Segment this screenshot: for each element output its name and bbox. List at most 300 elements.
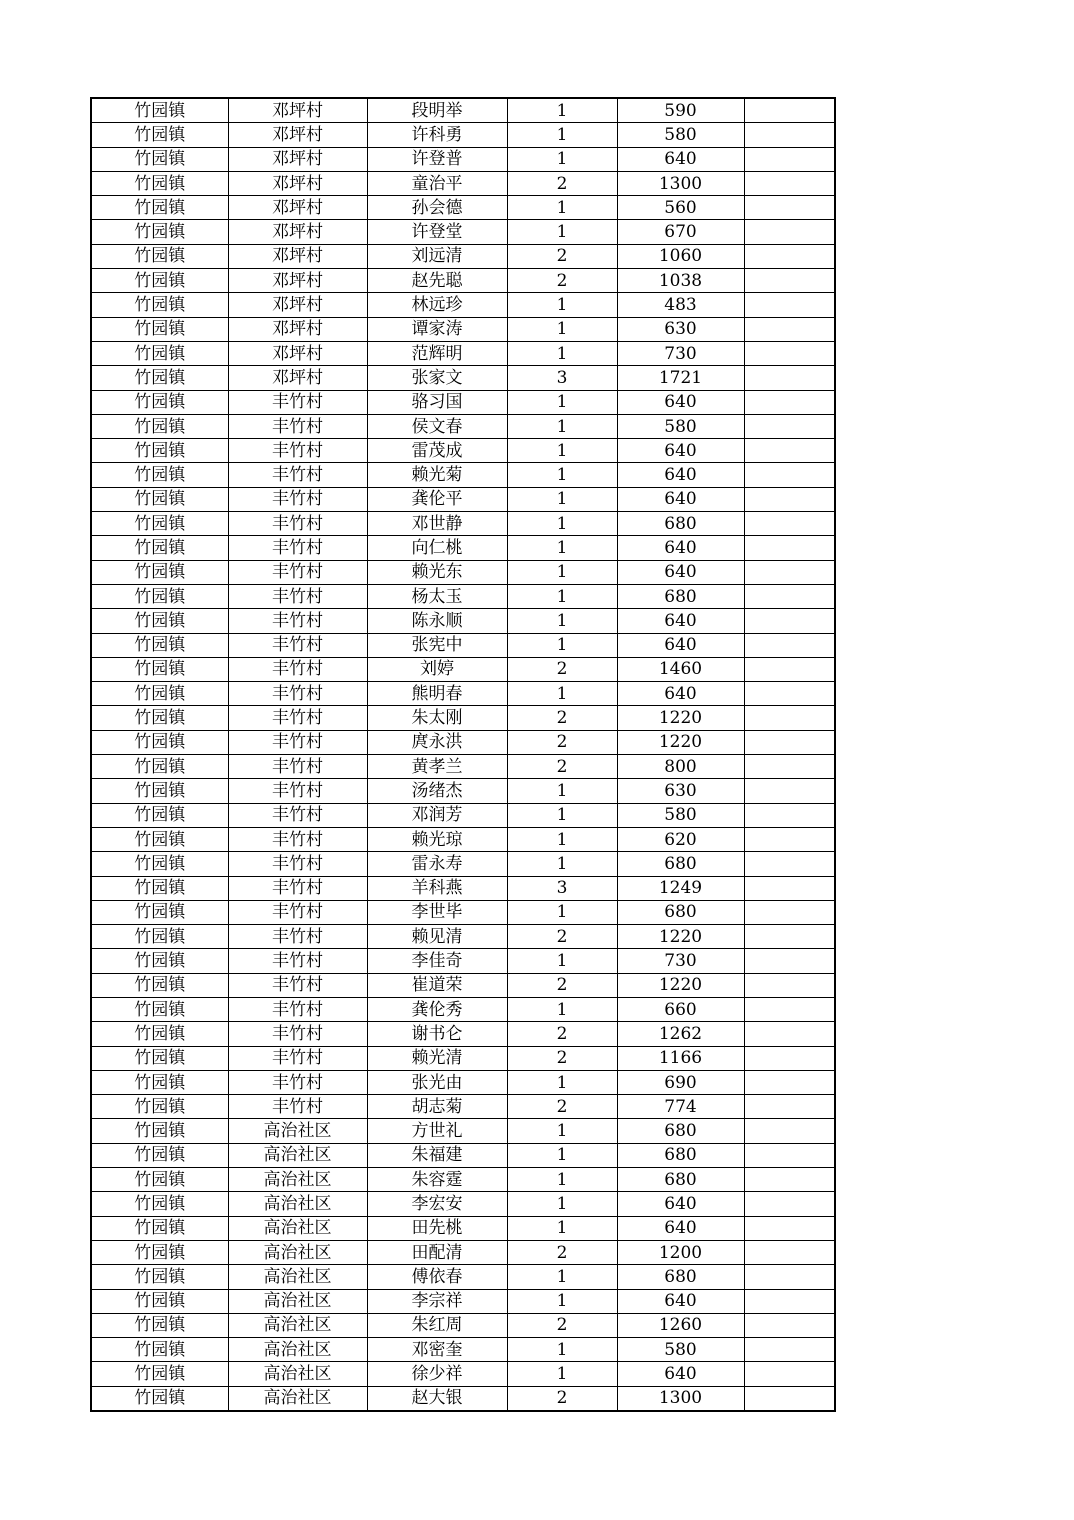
note-cell: [744, 609, 835, 633]
town-cell: 竹园镇: [91, 997, 228, 1021]
count-cell: 1: [507, 463, 617, 487]
count-cell: 1: [507, 1119, 617, 1143]
amount-cell: 1220: [617, 973, 744, 997]
table-row: [91, 487, 835, 511]
note-cell: [744, 1070, 835, 1094]
name-cell: 胡志菊: [367, 1095, 507, 1119]
count-cell: 2: [507, 1313, 617, 1337]
note-cell: [744, 317, 835, 341]
note-cell: [744, 949, 835, 973]
village-cell: 丰竹村: [228, 463, 367, 487]
name-cell: 谭家涛: [367, 317, 507, 341]
count-cell: 2: [507, 657, 617, 681]
note-cell: [744, 852, 835, 876]
town-cell: 竹园镇: [91, 1022, 228, 1046]
town-cell: 竹园镇: [91, 293, 228, 317]
count-cell: 1: [507, 1338, 617, 1362]
table-row: [91, 269, 835, 293]
amount-cell: 560: [617, 196, 744, 220]
table-row: [91, 1022, 835, 1046]
town-cell: 竹园镇: [91, 269, 228, 293]
amount-cell: 660: [617, 997, 744, 1021]
village-cell: 高治社区: [228, 1192, 367, 1216]
table-row: [91, 1265, 835, 1289]
count-cell: 2: [507, 755, 617, 779]
name-cell: 邓密奎: [367, 1338, 507, 1362]
name-cell: 刘远清: [367, 244, 507, 268]
note-cell: [744, 220, 835, 244]
amount-cell: 640: [617, 487, 744, 511]
note-cell: [744, 196, 835, 220]
table-row: [91, 584, 835, 608]
count-cell: 1: [507, 487, 617, 511]
name-cell: 杨太玉: [367, 584, 507, 608]
count-cell: 1: [507, 147, 617, 171]
town-cell: 竹园镇: [91, 463, 228, 487]
name-cell: 刘婷: [367, 657, 507, 681]
town-cell: 竹园镇: [91, 779, 228, 803]
name-cell: 骆习国: [367, 390, 507, 414]
amount-cell: 730: [617, 949, 744, 973]
town-cell: 竹园镇: [91, 98, 228, 123]
count-cell: 1: [507, 1070, 617, 1094]
village-cell: 高治社区: [228, 1362, 367, 1386]
table-row: [91, 244, 835, 268]
table-body: [91, 98, 835, 1411]
name-cell: 羊科燕: [367, 876, 507, 900]
village-cell: 丰竹村: [228, 973, 367, 997]
name-cell: 李宗祥: [367, 1289, 507, 1313]
village-cell: 丰竹村: [228, 414, 367, 438]
table-row: [91, 512, 835, 536]
amount-cell: 670: [617, 220, 744, 244]
village-cell: 高治社区: [228, 1313, 367, 1337]
table-row: [91, 1143, 835, 1167]
note-cell: [744, 536, 835, 560]
town-cell: 竹园镇: [91, 1070, 228, 1094]
table-row: [91, 730, 835, 754]
town-cell: 竹园镇: [91, 1143, 228, 1167]
table-row: [91, 439, 835, 463]
amount-cell: 1166: [617, 1046, 744, 1070]
town-cell: 竹园镇: [91, 536, 228, 560]
table-row: [91, 973, 835, 997]
note-cell: [744, 876, 835, 900]
village-cell: 丰竹村: [228, 706, 367, 730]
village-cell: 高治社区: [228, 1143, 367, 1167]
note-cell: [744, 657, 835, 681]
count-cell: 1: [507, 414, 617, 438]
amount-cell: 1300: [617, 1386, 744, 1411]
note-cell: [744, 147, 835, 171]
name-cell: 朱福建: [367, 1143, 507, 1167]
village-cell: 高治社区: [228, 1240, 367, 1264]
village-cell: 邓坪村: [228, 220, 367, 244]
note-cell: [744, 925, 835, 949]
village-cell: 丰竹村: [228, 512, 367, 536]
name-cell: 赖光清: [367, 1046, 507, 1070]
village-cell: 邓坪村: [228, 123, 367, 147]
village-cell: 丰竹村: [228, 997, 367, 1021]
village-cell: 高治社区: [228, 1216, 367, 1240]
village-cell: 丰竹村: [228, 803, 367, 827]
note-cell: [744, 706, 835, 730]
note-cell: [744, 439, 835, 463]
table-row: [91, 123, 835, 147]
note-cell: [744, 366, 835, 390]
town-cell: 竹园镇: [91, 220, 228, 244]
town-cell: 竹园镇: [91, 1119, 228, 1143]
town-cell: 竹园镇: [91, 196, 228, 220]
amount-cell: 640: [617, 682, 744, 706]
note-cell: [744, 584, 835, 608]
count-cell: 1: [507, 1143, 617, 1167]
amount-cell: 1220: [617, 730, 744, 754]
table-row: [91, 98, 835, 123]
amount-cell: 1249: [617, 876, 744, 900]
table-row: [91, 779, 835, 803]
note-cell: [744, 1240, 835, 1264]
table-row: [91, 196, 835, 220]
amount-cell: 640: [617, 1289, 744, 1313]
table-row: [91, 560, 835, 584]
town-cell: 竹园镇: [91, 1046, 228, 1070]
town-cell: 竹园镇: [91, 949, 228, 973]
town-cell: 竹园镇: [91, 1192, 228, 1216]
count-cell: 2: [507, 730, 617, 754]
count-cell: 2: [507, 1095, 617, 1119]
name-cell: 许登堂: [367, 220, 507, 244]
count-cell: 1: [507, 1289, 617, 1313]
town-cell: 竹园镇: [91, 1386, 228, 1411]
table-row: [91, 925, 835, 949]
count-cell: 1: [507, 1168, 617, 1192]
table-row: [91, 1240, 835, 1264]
amount-cell: 640: [617, 536, 744, 560]
count-cell: 1: [507, 682, 617, 706]
name-cell: 庹永洪: [367, 730, 507, 754]
count-cell: 1: [507, 584, 617, 608]
table-row: [91, 755, 835, 779]
village-cell: 邓坪村: [228, 98, 367, 123]
note-cell: [744, 1046, 835, 1070]
table-row: [91, 633, 835, 657]
note-cell: [744, 1095, 835, 1119]
note-cell: [744, 341, 835, 365]
village-cell: 丰竹村: [228, 900, 367, 924]
amount-cell: 483: [617, 293, 744, 317]
amount-cell: 680: [617, 1143, 744, 1167]
name-cell: 赖见清: [367, 925, 507, 949]
name-cell: 童治平: [367, 171, 507, 195]
amount-cell: 640: [617, 1192, 744, 1216]
amount-cell: 1721: [617, 366, 744, 390]
village-cell: 丰竹村: [228, 1095, 367, 1119]
table-row: [91, 390, 835, 414]
amount-cell: 640: [617, 147, 744, 171]
amount-cell: 774: [617, 1095, 744, 1119]
note-cell: [744, 1192, 835, 1216]
count-cell: 1: [507, 512, 617, 536]
table-row: [91, 609, 835, 633]
town-cell: 竹园镇: [91, 755, 228, 779]
count-cell: 1: [507, 1362, 617, 1386]
note-cell: [744, 1386, 835, 1411]
amount-cell: 800: [617, 755, 744, 779]
amount-cell: 730: [617, 341, 744, 365]
town-cell: 竹园镇: [91, 973, 228, 997]
village-cell: 丰竹村: [228, 852, 367, 876]
note-cell: [744, 244, 835, 268]
village-cell: 高治社区: [228, 1338, 367, 1362]
amount-cell: 680: [617, 584, 744, 608]
name-cell: 邓润芳: [367, 803, 507, 827]
village-cell: 丰竹村: [228, 949, 367, 973]
town-cell: 竹园镇: [91, 147, 228, 171]
name-cell: 向仁桃: [367, 536, 507, 560]
table-row: [91, 1338, 835, 1362]
town-cell: 竹园镇: [91, 584, 228, 608]
note-cell: [744, 900, 835, 924]
town-cell: 竹园镇: [91, 171, 228, 195]
village-cell: 丰竹村: [228, 390, 367, 414]
village-cell: 丰竹村: [228, 827, 367, 851]
village-cell: 邓坪村: [228, 244, 367, 268]
table-row: [91, 317, 835, 341]
name-cell: 汤绪杰: [367, 779, 507, 803]
table-row: [91, 682, 835, 706]
table-row: [91, 706, 835, 730]
village-cell: 高治社区: [228, 1289, 367, 1313]
amount-cell: 690: [617, 1070, 744, 1094]
town-cell: 竹园镇: [91, 900, 228, 924]
note-cell: [744, 827, 835, 851]
name-cell: 许登普: [367, 147, 507, 171]
note-cell: [744, 973, 835, 997]
count-cell: 1: [507, 997, 617, 1021]
note-cell: [744, 293, 835, 317]
count-cell: 1: [507, 220, 617, 244]
name-cell: 张光由: [367, 1070, 507, 1094]
name-cell: 雷茂成: [367, 439, 507, 463]
note-cell: [744, 1216, 835, 1240]
count-cell: 1: [507, 341, 617, 365]
village-cell: 丰竹村: [228, 657, 367, 681]
amount-cell: 1460: [617, 657, 744, 681]
name-cell: 田配清: [367, 1240, 507, 1264]
village-cell: 邓坪村: [228, 341, 367, 365]
name-cell: 朱容霆: [367, 1168, 507, 1192]
town-cell: 竹园镇: [91, 682, 228, 706]
count-cell: 1: [507, 827, 617, 851]
note-cell: [744, 779, 835, 803]
count-cell: 1: [507, 123, 617, 147]
count-cell: 1: [507, 536, 617, 560]
name-cell: 傅依春: [367, 1265, 507, 1289]
note-cell: [744, 1022, 835, 1046]
town-cell: 竹园镇: [91, 730, 228, 754]
village-cell: 丰竹村: [228, 755, 367, 779]
note-cell: [744, 1313, 835, 1337]
count-cell: 2: [507, 1046, 617, 1070]
amount-cell: 640: [617, 1362, 744, 1386]
name-cell: 熊明春: [367, 682, 507, 706]
count-cell: 3: [507, 366, 617, 390]
amount-cell: 640: [617, 1216, 744, 1240]
table-row: [91, 1216, 835, 1240]
count-cell: 3: [507, 876, 617, 900]
amount-cell: 1260: [617, 1313, 744, 1337]
table-row: [91, 1168, 835, 1192]
table-row: [91, 1119, 835, 1143]
name-cell: 朱红周: [367, 1313, 507, 1337]
village-cell: 丰竹村: [228, 1022, 367, 1046]
table-row: [91, 366, 835, 390]
amount-cell: 1220: [617, 925, 744, 949]
note-cell: [744, 682, 835, 706]
name-cell: 李宏安: [367, 1192, 507, 1216]
table-row: [91, 1095, 835, 1119]
town-cell: 竹园镇: [91, 1265, 228, 1289]
note-cell: [744, 803, 835, 827]
amount-cell: 680: [617, 900, 744, 924]
amount-cell: 630: [617, 317, 744, 341]
name-cell: 雷永寿: [367, 852, 507, 876]
table-row: [91, 827, 835, 851]
amount-cell: 580: [617, 803, 744, 827]
name-cell: 段明举: [367, 98, 507, 123]
amount-cell: 630: [617, 779, 744, 803]
count-cell: 1: [507, 1192, 617, 1216]
note-cell: [744, 463, 835, 487]
note-cell: [744, 730, 835, 754]
name-cell: 林远珍: [367, 293, 507, 317]
amount-cell: 1060: [617, 244, 744, 268]
count-cell: 2: [507, 706, 617, 730]
name-cell: 邓世静: [367, 512, 507, 536]
table-row: [91, 1386, 835, 1411]
name-cell: 崔道荣: [367, 973, 507, 997]
name-cell: 徐少祥: [367, 1362, 507, 1386]
village-cell: 丰竹村: [228, 560, 367, 584]
amount-cell: 680: [617, 512, 744, 536]
village-cell: 丰竹村: [228, 633, 367, 657]
name-cell: 田先桃: [367, 1216, 507, 1240]
village-cell: 丰竹村: [228, 1070, 367, 1094]
table-row: [91, 1046, 835, 1070]
count-cell: 1: [507, 560, 617, 584]
table-row: [91, 657, 835, 681]
note-cell: [744, 171, 835, 195]
count-cell: 2: [507, 244, 617, 268]
village-cell: 高治社区: [228, 1265, 367, 1289]
town-cell: 竹园镇: [91, 1289, 228, 1313]
note-cell: [744, 560, 835, 584]
amount-cell: 640: [617, 609, 744, 633]
table-row: [91, 147, 835, 171]
town-cell: 竹园镇: [91, 852, 228, 876]
name-cell: 张宪中: [367, 633, 507, 657]
village-cell: 丰竹村: [228, 730, 367, 754]
table-row: [91, 997, 835, 1021]
note-cell: [744, 98, 835, 123]
name-cell: 李佳奇: [367, 949, 507, 973]
table-row: [91, 803, 835, 827]
count-cell: 2: [507, 269, 617, 293]
count-cell: 1: [507, 1216, 617, 1240]
town-cell: 竹园镇: [91, 803, 228, 827]
name-cell: 赖光琼: [367, 827, 507, 851]
count-cell: 1: [507, 196, 617, 220]
note-cell: [744, 755, 835, 779]
count-cell: 1: [507, 439, 617, 463]
amount-cell: 590: [617, 98, 744, 123]
amount-cell: 1300: [617, 171, 744, 195]
data-table: [90, 97, 836, 1412]
town-cell: 竹园镇: [91, 512, 228, 536]
village-cell: 邓坪村: [228, 293, 367, 317]
town-cell: 竹园镇: [91, 925, 228, 949]
town-cell: 竹园镇: [91, 123, 228, 147]
town-cell: 竹园镇: [91, 366, 228, 390]
town-cell: 竹园镇: [91, 1216, 228, 1240]
name-cell: 龚伦平: [367, 487, 507, 511]
village-cell: 邓坪村: [228, 147, 367, 171]
name-cell: 谢书仑: [367, 1022, 507, 1046]
amount-cell: 680: [617, 852, 744, 876]
table-row: [91, 171, 835, 195]
town-cell: 竹园镇: [91, 1240, 228, 1264]
name-cell: 方世礼: [367, 1119, 507, 1143]
town-cell: 竹园镇: [91, 1313, 228, 1337]
name-cell: 龚伦秀: [367, 997, 507, 1021]
table-row: [91, 1313, 835, 1337]
table-row: [91, 341, 835, 365]
note-cell: [744, 1119, 835, 1143]
note-cell: [744, 1362, 835, 1386]
note-cell: [744, 1265, 835, 1289]
amount-cell: 640: [617, 560, 744, 584]
count-cell: 1: [507, 852, 617, 876]
table-row: [91, 1192, 835, 1216]
town-cell: 竹园镇: [91, 341, 228, 365]
amount-cell: 640: [617, 439, 744, 463]
name-cell: 黄孝兰: [367, 755, 507, 779]
amount-cell: 680: [617, 1168, 744, 1192]
village-cell: 邓坪村: [228, 171, 367, 195]
table-row: [91, 1070, 835, 1094]
amount-cell: 680: [617, 1119, 744, 1143]
table-row: [91, 536, 835, 560]
name-cell: 李世毕: [367, 900, 507, 924]
town-cell: 竹园镇: [91, 876, 228, 900]
town-cell: 竹园镇: [91, 1338, 228, 1362]
village-cell: 丰竹村: [228, 1046, 367, 1070]
name-cell: 孙会德: [367, 196, 507, 220]
town-cell: 竹园镇: [91, 827, 228, 851]
note-cell: [744, 487, 835, 511]
count-cell: 2: [507, 1022, 617, 1046]
village-cell: 丰竹村: [228, 779, 367, 803]
village-cell: 邓坪村: [228, 317, 367, 341]
note-cell: [744, 414, 835, 438]
village-cell: 丰竹村: [228, 439, 367, 463]
town-cell: 竹园镇: [91, 414, 228, 438]
village-cell: 丰竹村: [228, 487, 367, 511]
amount-cell: 680: [617, 1265, 744, 1289]
count-cell: 1: [507, 803, 617, 827]
count-cell: 1: [507, 609, 617, 633]
